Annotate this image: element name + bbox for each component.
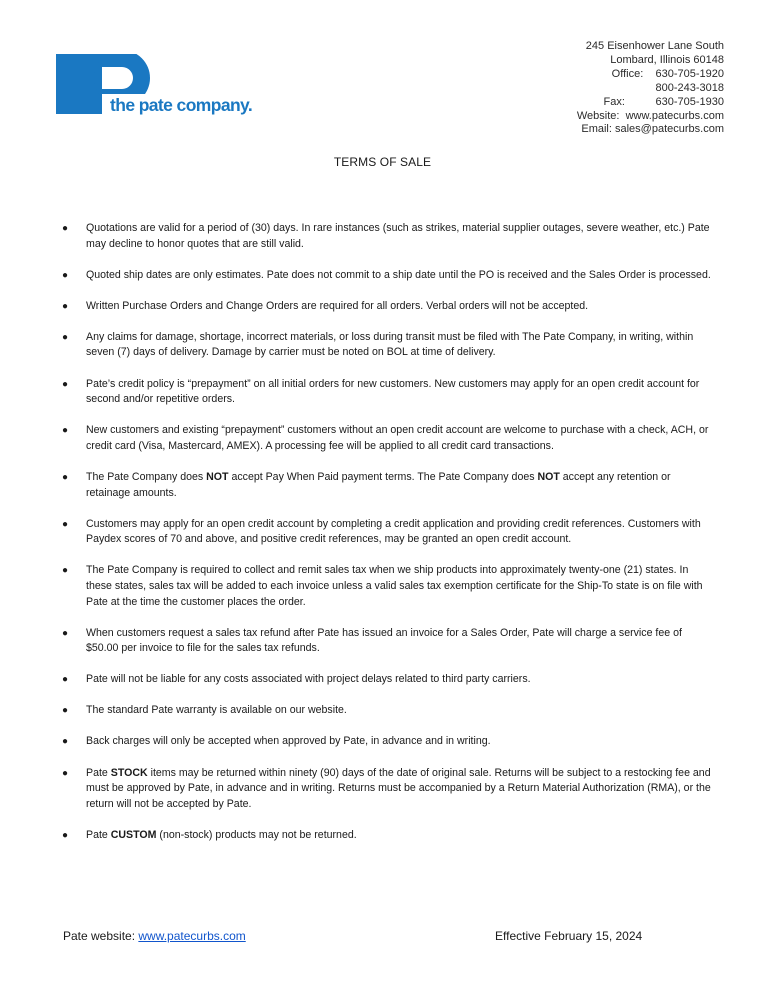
bullet-icon: ● bbox=[62, 269, 69, 281]
footer-website-link[interactable]: www.patecurbs.com bbox=[138, 929, 246, 943]
term-item-1: ● Quotations are valid for a period of (30) days. In rare instances (such as strikes, material supplier outages, severe weather, etc.) Pate may decline to honor quotes that are still valid. bbox=[62, 222, 710, 250]
term-item-5: ● Pate’s credit policy is “prepayment” on all initial orders for new customers. New customers may apply for an open credit account for second and/or repetitive orders. bbox=[62, 377, 700, 406]
term-item-6: ● New customers and existing “prepayment” customers without an open credit account are welcome to purchase with a check, ACH, or credit card (Visa, Mastercard, AMEX). A processing fee will be applied to all credit card transactions. bbox=[62, 424, 709, 452]
bullet-icon: ● bbox=[62, 223, 69, 234]
term-item-15: ● Pate CUSTOM (non-stock) products may not be returned. bbox=[62, 828, 712, 844]
term-item-4: ● Any claims for damage, shortage, incorrect materials, or loss during transit must be filed with The Pate Company, in writing, within seven (7) days of delivery. Damage by carrier must be noted on BOL at time of delivery. bbox=[62, 330, 694, 359]
document-title: TERMS OF SALE bbox=[333, 155, 432, 169]
bullet-icon: ● bbox=[62, 300, 69, 312]
fax-label: Fax: bbox=[603, 95, 625, 108]
term-item-12: ● The standard Pate warranty is available on our website. bbox=[62, 703, 712, 719]
fax-row bbox=[577, 96, 724, 110]
office-phone-row bbox=[577, 68, 724, 82]
bullet-icon: ● bbox=[62, 736, 69, 748]
website-label: Website: bbox=[576, 109, 620, 122]
email-label: Email: bbox=[581, 123, 612, 136]
bullet-icon: ● bbox=[62, 471, 69, 483]
bullet-icon: ● bbox=[62, 565, 69, 577]
bullet-icon: ● bbox=[62, 378, 69, 390]
bullet-icon: ● bbox=[62, 331, 69, 343]
address-line-2: Lombard, Illinois 60148 bbox=[610, 53, 724, 66]
term-item-11: ● Pate will not be liable for any costs associated with project delays related to third party carriers. bbox=[62, 672, 712, 688]
website-text[interactable]: www.patecurbs.com bbox=[625, 109, 724, 122]
footer-website bbox=[63, 929, 246, 943]
toll-free-phone: 800-243-3018 bbox=[655, 81, 724, 94]
bullet-icon: ● bbox=[62, 674, 69, 686]
website-row bbox=[577, 110, 724, 124]
bullet-icon: ● bbox=[62, 829, 69, 841]
term-item-3: ● Written Purchase Orders and Change Orders are required for all orders. Verbal orders will not be accepted. bbox=[62, 299, 712, 315]
company-address-block bbox=[577, 40, 724, 137]
bullet-icon: ● bbox=[62, 518, 69, 530]
address-line-1: 245 Eisenhower Lane South bbox=[585, 40, 724, 52]
term-item-9: ● The Pate Company is required to collect and remit sales tax when we ship products into approximately twenty-one (21) states. In these states, sales tax will be added to each invoice unless a valid sales tax exemption certificate for the Ship-To state is on file with Pate at the time the customer places the order. bbox=[62, 564, 703, 608]
bullet-icon: ● bbox=[62, 627, 69, 639]
footer-website-label: Pate website: bbox=[63, 929, 139, 943]
email-text[interactable]: sales@patecurbs.com bbox=[615, 123, 724, 136]
office-phone: 630-705-1920 bbox=[655, 67, 724, 80]
term-item-10: ● When customers request a sales tax refund after Pate has issued an invoice for a Sales Order, Pate will charge a service fee of $50.00 per invoice to file for the sales tax refunds. bbox=[62, 626, 682, 655]
bullet-icon: ● bbox=[62, 425, 69, 437]
term-item-7: ● The Pate Company does NOT accept Pay When Paid payment terms. The Pate Company does NOT accept any retention or retainage amounts. bbox=[62, 470, 671, 499]
bullet-icon: ● bbox=[62, 767, 69, 779]
logo-wordmark: the pate company. bbox=[110, 95, 253, 115]
email-row bbox=[577, 123, 724, 137]
term-item-8: ● Customers may apply for an open credit account by completing a credit application and providing credit references. Customers with Paydex scores of 70 and above, and positive credit references, may be granted an open credit account. bbox=[62, 517, 701, 546]
fax-phone: 630-705-1930 bbox=[655, 95, 724, 108]
company-logo bbox=[56, 54, 272, 118]
term-item-13: ● Back charges will only be accepted when approved by Pate, in advance and in writing. bbox=[62, 734, 712, 750]
term-item-2: ● Quoted ship dates are only estimates. Pate does not commit to a ship date until the PO is received and the Sales Order is processed. bbox=[62, 268, 712, 284]
footer-effective-date: Effective February 15, 2024 bbox=[495, 929, 643, 943]
term-item-14: ● Pate STOCK items may be returned within ninety (90) days of the date of original sale. Returns will be subject to a restocking fee and must be approved by Pate, in advance and in writing. Returns must be accompanied by a Return Material Authorization (RMA), or the return will not be accepted by Pate. bbox=[62, 766, 711, 810]
bullet-icon: ● bbox=[62, 705, 69, 717]
office-label: Office: bbox=[611, 67, 644, 80]
terms-list bbox=[62, 221, 712, 859]
